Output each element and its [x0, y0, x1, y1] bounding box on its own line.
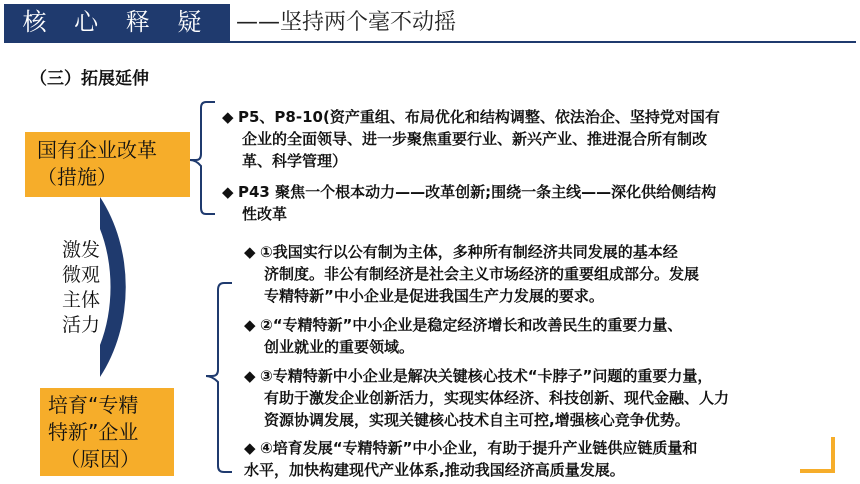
diamond-icon: ◆	[244, 439, 256, 457]
bullet-text: 水平，加快构建现代产业体系,推动我国经济高质量发展。	[244, 461, 625, 479]
bullet-text: ②“专精特新”中小企业是稳定经济增长和改善民生的重要力量、	[260, 316, 683, 334]
bullet-text: 企业的全面领导、进一步聚焦重要行业、新兴产业、推进混合所有制改	[242, 130, 708, 148]
bullet-soe-1	[222, 106, 822, 172]
page-subtitle: ——坚持两个毫不动摇	[236, 10, 457, 35]
page-title: 核 心 释 疑	[22, 8, 212, 36]
diamond-icon: ◆	[244, 316, 256, 334]
bullet-reason-4	[244, 437, 834, 481]
bullet-text: P43 聚焦一个根本动力——改革创新;围绕一条主线——深化供给侧结构	[238, 183, 717, 201]
bullet-text: ①我国实行以公有制为主体，多种所有制经济共同发展的基本经	[260, 243, 678, 261]
bullet-reason-2	[244, 314, 824, 358]
bullet-text: 济制度。非公有制经济是社会主义市场经济的重要组成部分。发展	[264, 265, 700, 283]
top-bracket	[190, 102, 215, 214]
vertical-label-2: 微观	[62, 264, 101, 286]
bullet-text: 性改革	[242, 205, 288, 223]
diamond-icon: ◆	[222, 108, 234, 126]
bullet-text: 资源协调发展，实现关键核心技术自主可控,增强核心竞争优势。	[264, 411, 690, 429]
bullet-text: 专精特新”中小企业是促进我国生产力发展的要求。	[264, 287, 604, 305]
box1-line1: 国有企业改革	[37, 138, 157, 162]
bullet-text: 创业就业的重要领域。	[264, 338, 415, 356]
vertical-label-4: 活力	[62, 314, 101, 336]
box1-line2: （措施）	[37, 165, 117, 189]
bullet-reason-1	[244, 241, 824, 307]
vertical-label-3: 主体	[62, 289, 101, 311]
diamond-icon: ◆	[222, 183, 234, 201]
bullet-text: 革、科学管理）	[242, 152, 348, 170]
section-title: （三）拓展延伸	[30, 69, 149, 89]
vertical-label-1: 激发	[62, 239, 101, 261]
bullet-text: P5、P8-10(资产重组、布局优化和结构调整、依法治企、坚持党对国有	[238, 108, 720, 126]
diamond-icon: ◆	[244, 367, 256, 385]
box2-line2: 特新”企业	[48, 420, 139, 444]
vertical-label	[62, 238, 112, 338]
box-specialized-enterprises	[40, 388, 174, 476]
bottom-bracket	[206, 283, 232, 472]
box-soe-reform	[25, 132, 190, 197]
bullet-text: ④培育发展“专精特新”中小企业，有助于提升产业链供应链质量和	[260, 439, 698, 457]
box2-line1: 培育“专精	[48, 393, 139, 417]
bullet-text: ③专精特新中小企业是解决关键核心技术“卡脖子”问题的重要力量，	[260, 367, 713, 385]
diamond-icon: ◆	[244, 243, 256, 261]
bullet-text: 有助于激发企业创新活力，实现实体经济、科技创新、现代金融、人力	[264, 389, 730, 407]
bullet-soe-2	[222, 181, 822, 225]
bullet-reason-3	[244, 365, 834, 431]
box2-line3: （原因）	[60, 447, 140, 471]
